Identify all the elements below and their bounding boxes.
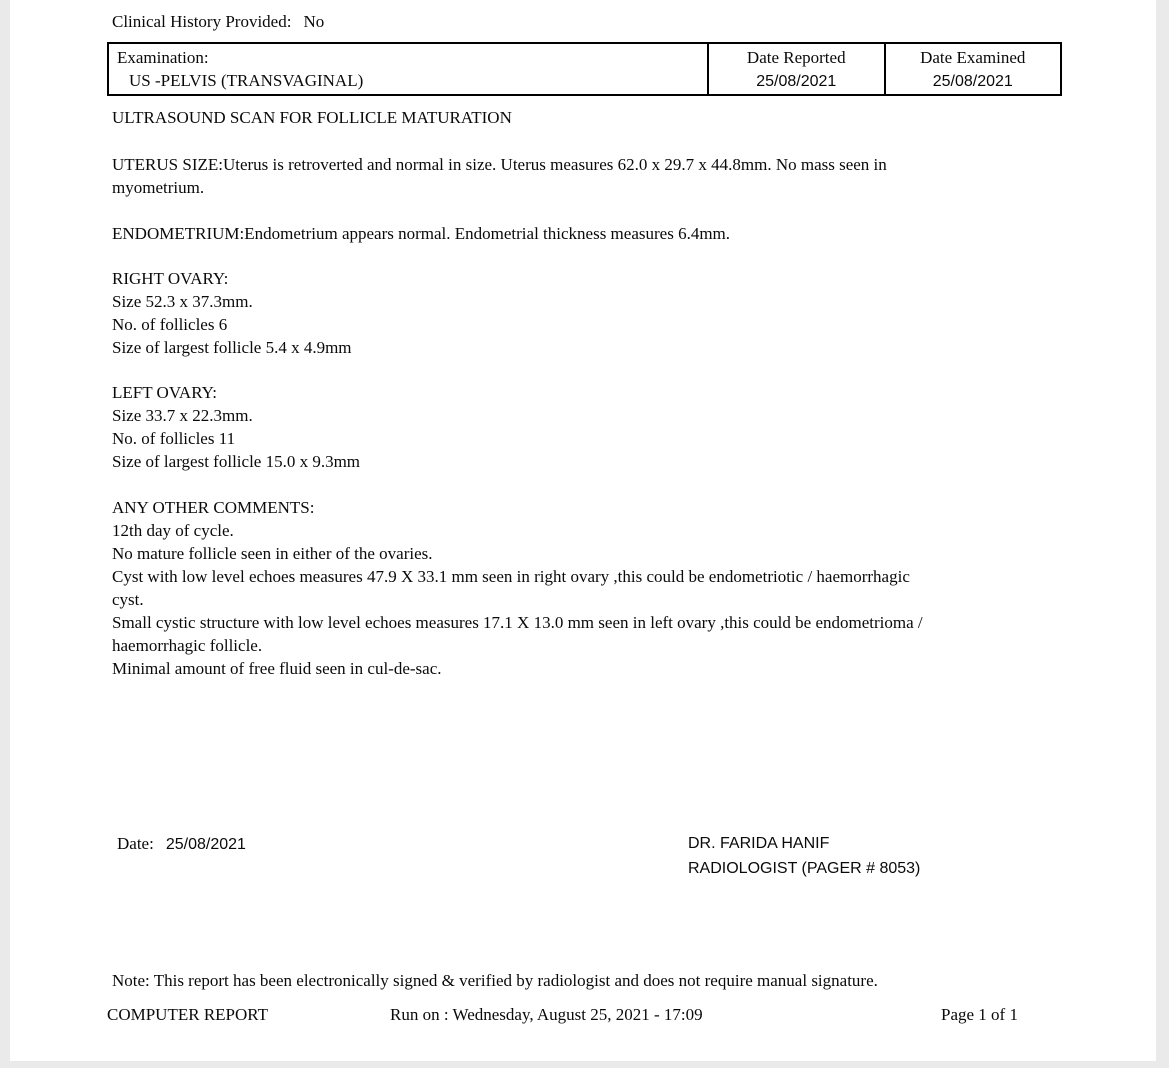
clinical-history-value: No xyxy=(303,12,325,31)
radiologist-signature-block xyxy=(688,831,920,881)
right-ovary-follicles: No. of follicles 6 xyxy=(112,315,228,334)
date-examined-value: 25/08/2021 xyxy=(932,73,1013,90)
signature-date-label: Date: xyxy=(117,834,154,853)
footer-page-number: Page 1 of 1 xyxy=(941,1005,1018,1024)
comments-section xyxy=(112,496,945,680)
clinical-history-line xyxy=(112,11,324,32)
clinical-history-label: Clinical History Provided: xyxy=(112,12,292,31)
footer-run-timestamp: Run on : Wednesday, August 25, 2021 - 17:09 xyxy=(390,1005,703,1024)
viewer-gutter-left xyxy=(0,0,10,1068)
date-examined-label: Date Examined xyxy=(920,48,1026,67)
right-ovary-section xyxy=(112,267,945,359)
comment-line: Minimal amount of free fluid seen in cul-de-sac. xyxy=(112,659,442,678)
comment-line: 12th day of cycle. xyxy=(112,521,234,540)
date-reported-cell xyxy=(707,44,884,94)
radiologist-name: DR. FARIDA HANIF xyxy=(688,835,830,852)
comments-heading: ANY OTHER COMMENTS: xyxy=(112,498,315,517)
signature-date-value: 25/08/2021 xyxy=(165,836,246,853)
left-ovary-largest-follicle: Size of largest follicle 15.0 x 9.3mm xyxy=(112,452,361,471)
left-ovary-size: Size 33.7 x 22.3mm. xyxy=(112,406,253,425)
right-ovary-size: Size 52.3 x 37.3mm. xyxy=(112,292,253,311)
viewer-gutter-right xyxy=(1156,0,1169,1068)
examination-cell xyxy=(109,44,707,94)
examination-value: US -PELVIS (TRANSVAGINAL) xyxy=(129,71,364,90)
viewer-gutter-bottom xyxy=(0,1061,1169,1068)
comment-line: No mature follicle seen in either of the ovaries. xyxy=(112,544,433,563)
examination-label: Examination: xyxy=(117,48,209,67)
endometrium-paragraph: ENDOMETRIUM:Endometrium appears normal. Endometrial thickness measures 6.4mm. xyxy=(112,224,731,243)
footer-report-type: COMPUTER REPORT xyxy=(107,1005,268,1024)
right-ovary-largest-follicle: Size of largest follicle 5.4 x 4.9mm xyxy=(112,338,352,357)
date-examined-cell xyxy=(884,44,1061,94)
signature-date-line xyxy=(117,832,246,856)
radiologist-title: RADIOLOGIST (PAGER # 8053) xyxy=(688,860,921,877)
electronic-signature-note: Note: This report has been electronically signed & verified by radiologist and does not require manual signature. xyxy=(112,971,878,990)
left-ovary-heading: LEFT OVARY: xyxy=(112,383,218,402)
left-ovary-section xyxy=(112,381,945,473)
date-reported-label: Date Reported xyxy=(746,48,846,67)
left-ovary-follicles: No. of follicles 11 xyxy=(112,429,236,448)
uterus-paragraph: UTERUS SIZE:Uterus is retroverted and normal in size. Uterus measures 62.0 x 29.7 x 44.8mm. No mass seen in myometrium. xyxy=(112,155,887,197)
comment-line: Small cystic structure with low level echoes measures 17.1 X 13.0 mm seen in left ovary ,this could be endometrioma / haemorrhagic follicle. xyxy=(112,613,923,655)
right-ovary-heading: RIGHT OVARY: xyxy=(112,269,229,288)
date-reported-value: 25/08/2021 xyxy=(756,73,837,90)
report-title: ULTRASOUND SCAN FOR FOLLICLE MATURATION xyxy=(112,108,512,127)
examination-table xyxy=(107,42,1062,96)
comment-line: Cyst with low level echoes measures 47.9 X 33.1 mm seen in right ovary ,this could be endometriotic / haemorrhagic cyst. xyxy=(112,567,910,609)
